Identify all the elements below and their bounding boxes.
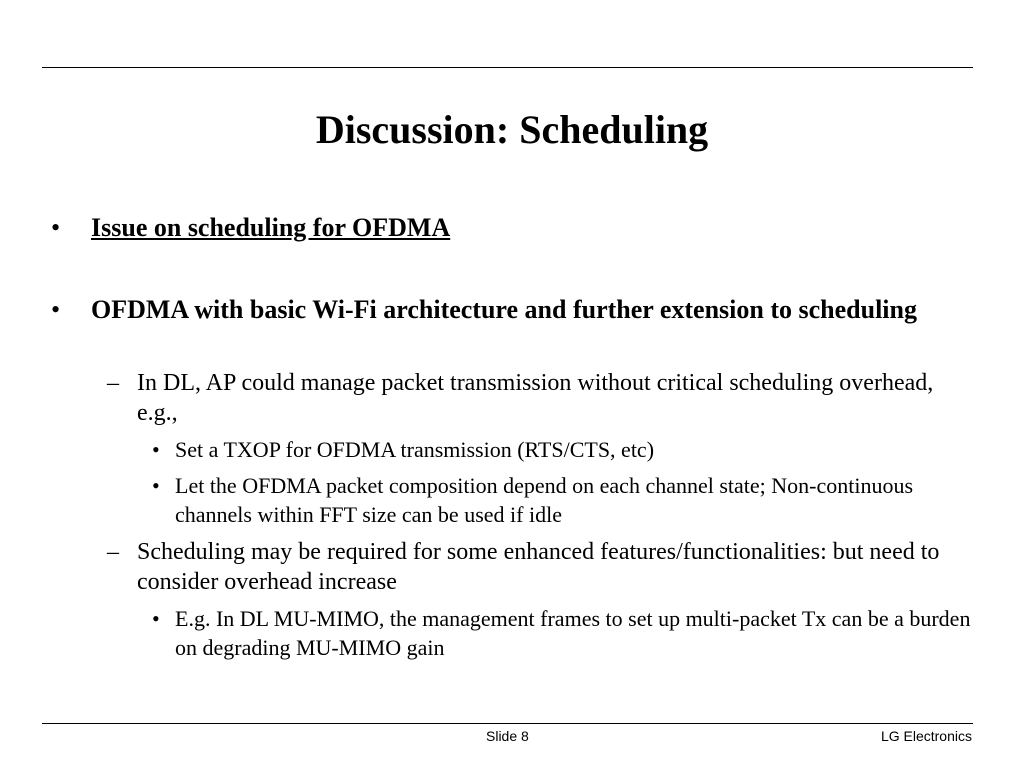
company-name: LG Electronics bbox=[880, 728, 972, 744]
bullet-marker: • bbox=[152, 473, 160, 498]
bullet-item bbox=[51, 211, 971, 244]
dash-marker: – bbox=[107, 370, 119, 396]
sub-bullet-text: In DL, AP could manage packet transmission without critical scheduling overhead, e.g., bbox=[137, 370, 934, 426]
slide-title: Discussion: Scheduling bbox=[315, 107, 709, 152]
bullet-marker: • bbox=[152, 437, 160, 462]
bullet-marker: • bbox=[51, 213, 61, 242]
sub-sub-bullet-item bbox=[152, 604, 975, 662]
bullet-item bbox=[51, 293, 971, 326]
sub-sub-bullet-item bbox=[152, 435, 975, 464]
sub-sub-bullet-text: Set a TXOP for OFDMA transmission (RTS/CTS, etc) bbox=[175, 437, 655, 462]
dash-marker: – bbox=[107, 539, 119, 565]
bullet-marker: • bbox=[51, 295, 61, 324]
sub-bullet-item bbox=[107, 537, 967, 597]
sub-sub-bullet-text: Let the OFDMA packet composition depend on each channel state; Non-continuous channels within FFT size can be used if idle bbox=[175, 473, 914, 527]
sub-bullet-text: Scheduling may be required for some enhanced features/functionalities: but need to consider overhead increase bbox=[137, 539, 940, 595]
bullet-marker: • bbox=[152, 606, 160, 631]
slide-number: Slide 8 bbox=[486, 728, 529, 744]
sub-bullet-item bbox=[107, 368, 967, 428]
sub-sub-bullet-item bbox=[152, 471, 975, 529]
sub-sub-bullet-text: E.g. In DL MU-MIMO, the management frames to set up multi-packet Tx can be a burden on degrading MU-MIMO gain bbox=[175, 606, 971, 660]
bullet-text: Issue on scheduling for OFDMA bbox=[91, 213, 451, 242]
footer-divider bbox=[42, 723, 973, 724]
bullet-text: OFDMA with basic Wi-Fi architecture and further extension to scheduling bbox=[91, 295, 917, 324]
